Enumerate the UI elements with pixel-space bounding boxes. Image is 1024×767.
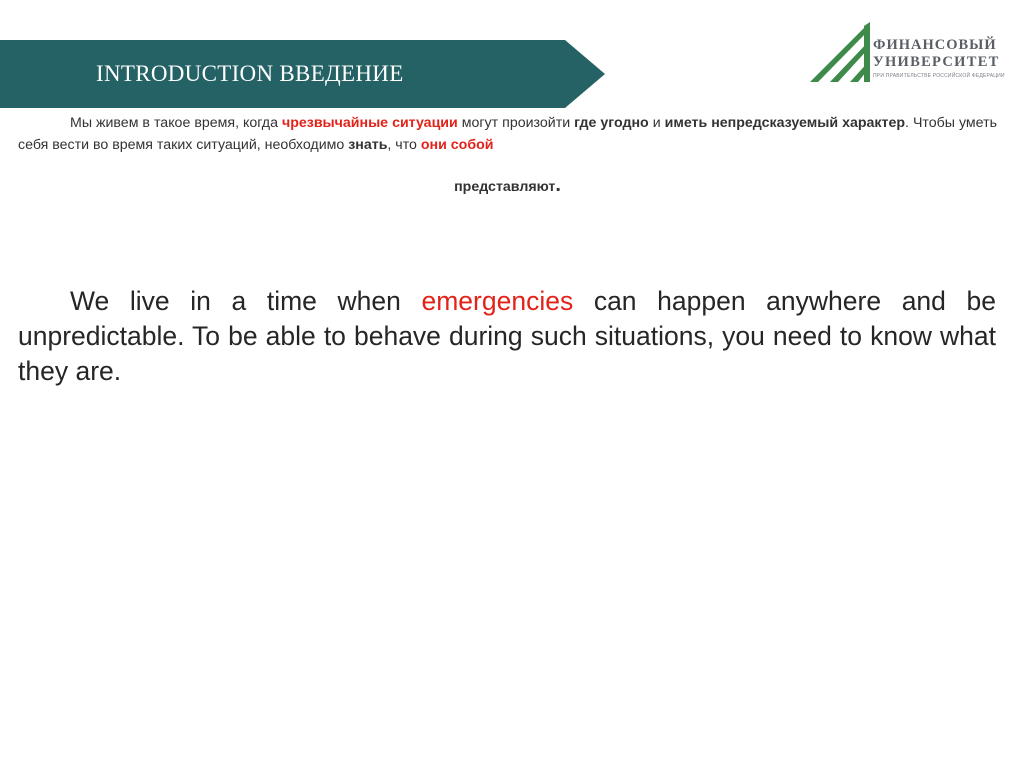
ru-unpredictable: иметь непредсказуемый характер (664, 115, 906, 131)
russian-paragraph (18, 112, 997, 198)
ru-text-1: Мы живем в такое время, когда (70, 115, 282, 131)
logo-line-1: ФИНАНСОВЫЙ (873, 37, 997, 53)
en-emergencies: emergencies (421, 286, 574, 316)
ru-emergencies: чрезвычайные ситуации (281, 115, 458, 131)
logo-line-2: УНИВЕРСИТЕТ (873, 54, 1000, 70)
university-logo (808, 20, 1008, 86)
ru-represent: представляют (454, 179, 556, 195)
ru-they-are: они собой (420, 137, 494, 153)
logo-line-3: ПРИ ПРАВИТЕЛЬСТВЕ РОССИЙСКОЙ ФЕДЕРАЦИИ (873, 73, 1005, 79)
ru-text-7: . Чтобы уметь себя вести во время таких ситуаций, необходимо (18, 115, 997, 153)
ru-text-9: , что (387, 137, 421, 153)
en-text-1: We live in a time when (70, 286, 422, 316)
english-paragraph (18, 284, 996, 389)
ru-know: знать (348, 137, 388, 153)
slide-title: INTRODUCTION ВВЕДЕНИЕ (96, 61, 404, 86)
en-text-3: can happen anywhere and be unpredictable. To be able to behave during such situations, you need to know what they are. (18, 286, 996, 386)
ru-text-5: и (648, 115, 665, 131)
ru-text-3: могут произойти (457, 115, 575, 131)
logo-emblem-icon (808, 20, 874, 86)
ru-period: . (555, 174, 561, 196)
ru-anywhere: где угодно (574, 115, 649, 131)
